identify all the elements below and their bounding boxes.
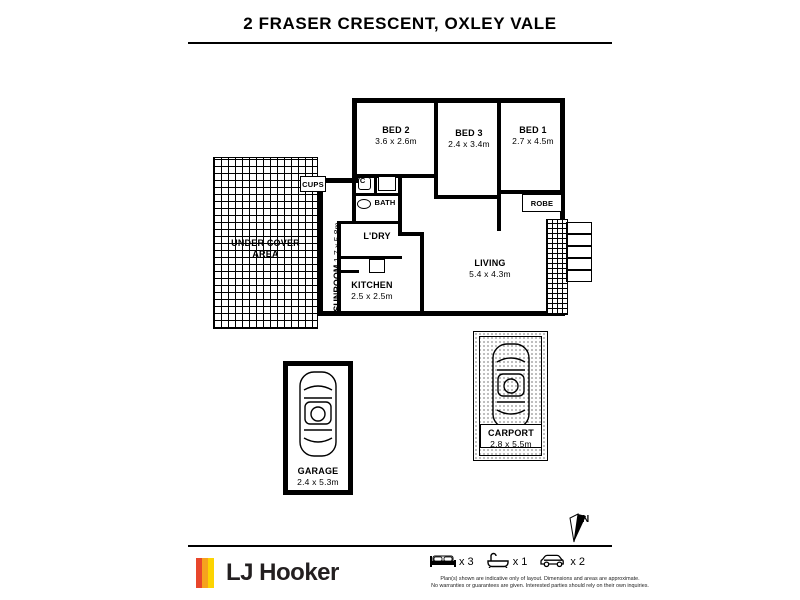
carport-label: CARPORT 2.8 x 5.5m [488, 428, 534, 449]
wall-bath-div [374, 174, 377, 194]
wall-bed1-bottom [501, 190, 565, 194]
garage-wall-bottom [283, 490, 353, 495]
bed-count: x 3 [459, 556, 474, 568]
wall-bed3-bottom [434, 195, 501, 199]
footer-divider [188, 545, 612, 547]
wall-bed1-left-lower [497, 195, 501, 231]
step-4 [566, 258, 592, 270]
wall-bath-mid [356, 193, 402, 196]
garage-car-icon [292, 368, 344, 460]
wall-bottom [318, 311, 565, 316]
bath-feature [486, 552, 528, 568]
bath-tub-icon [378, 176, 396, 191]
under-cover-area-label: UNDER COVER AREA [231, 238, 300, 259]
bath-label: BATH [374, 198, 396, 207]
disclaimer-text: Plan(s) shown are indicative only of layout. Dimensions and areas are approximate. No warranties or guarantees are given. Interested parties should rely on their own inquiries. [431, 576, 649, 589]
logo-text: LJ Hooker [226, 559, 339, 586]
right-paving-hatch [546, 219, 568, 315]
robe-label: ROBE [530, 199, 554, 208]
wall-top [352, 98, 565, 103]
car-feature [539, 552, 585, 568]
kitchen-bench [341, 270, 359, 273]
svg-text:N: N [582, 514, 590, 525]
wc-label: WC [352, 176, 366, 185]
garage-wall-top [283, 361, 353, 366]
compass-north-icon [560, 512, 600, 542]
logo-bars-icon [196, 558, 220, 588]
bed-icon [430, 552, 456, 568]
kitchen-label: KITCHEN 2.5 x 2.5m [351, 280, 393, 301]
brand-logo [196, 556, 339, 590]
car-icon [539, 552, 567, 568]
bath-icon [486, 552, 510, 568]
step-5 [566, 270, 592, 282]
bed1-label: BED 1 2.7 x 4.5m [512, 125, 554, 146]
car-count: x 2 [570, 556, 586, 568]
page-title: 2 FRASER CRESCENT, OXLEY VALE [243, 14, 557, 33]
carport-car-icon [485, 340, 537, 432]
wall-living-left [420, 236, 424, 316]
step-1 [566, 222, 592, 234]
laundry-label: L'DRY [363, 231, 391, 241]
bed-feature [430, 552, 474, 568]
property-feature-icons [430, 552, 585, 568]
step-2 [566, 234, 592, 246]
garage-label: GARAGE 2.4 x 5.3m [297, 466, 339, 487]
bath-count: x 1 [512, 556, 528, 568]
stove-icon [369, 259, 385, 273]
wall-left-sunroom [318, 178, 323, 316]
step-3 [566, 246, 592, 258]
bed2-label: BED 2 3.6 x 2.6m [375, 125, 417, 146]
wall-living-top [402, 232, 424, 236]
sunroom-label: SUNROOM 1.7 x 5.8m [332, 222, 342, 312]
cups-label: CUPS [302, 180, 324, 189]
bed3-label: BED 3 2.4 x 3.4m [448, 128, 490, 149]
living-label: LIVING 5.4 x 4.3m [469, 258, 511, 279]
wall-ldry-bottom [341, 221, 402, 224]
